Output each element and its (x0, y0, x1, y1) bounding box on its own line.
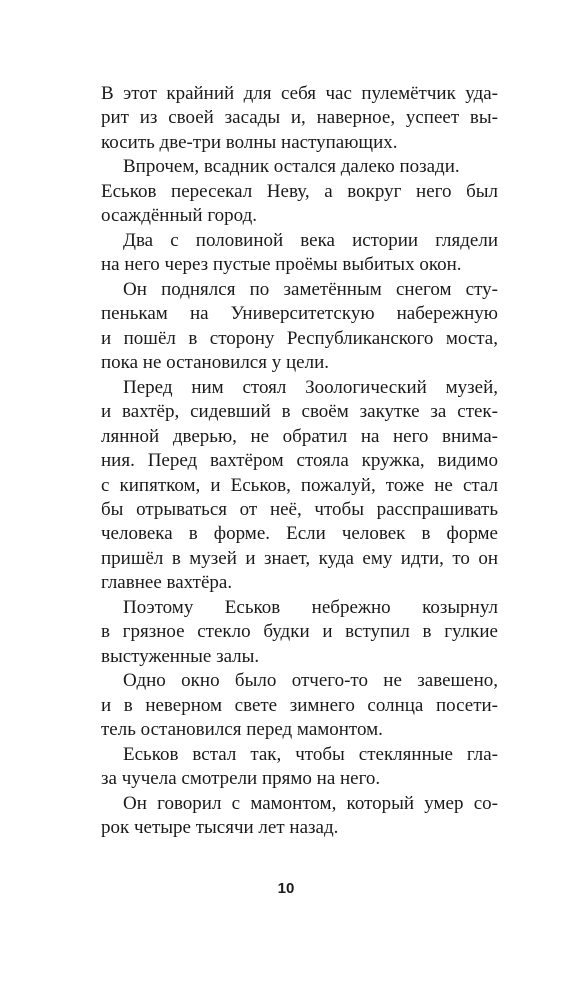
text-line: и вахтёр, сидевший в своём закутке за стек- (101, 401, 498, 423)
body-text (101, 82, 498, 841)
text-line: Впрочем, всадник остался далеко позади. (123, 156, 460, 178)
text-line: Еськов пересекал Неву, а вокруг него был (101, 180, 498, 202)
text-line: человека в форме. Если человек в форме (101, 523, 498, 545)
text-line: пришёл в музей и знает, куда ему идти, то он (101, 547, 498, 569)
text-line: с кипятком, и Еськов, пожалуй, тоже не стал (101, 474, 498, 496)
text-line: тель остановился перед мамонтом. (101, 719, 383, 741)
text-line: Одно окно было отчего-то не завешено, (123, 670, 498, 692)
text-line: выстуженные залы. (101, 645, 260, 667)
page-number: 10 (277, 880, 295, 897)
text-line: бы отрываться от неё, чтобы расспрашивать (101, 498, 498, 520)
text-line: главнее вахтёра. (101, 572, 233, 594)
text-line: Он поднялся по заметённым снегом сту- (123, 278, 498, 300)
text-line: и пошёл в сторону Республиканского моста, (101, 327, 498, 349)
text-line: пока не остановился у цели. (101, 352, 329, 374)
text-line: в грязное стекло будки и вступил в гулкие (101, 621, 498, 643)
text-line: и в неверном свете зимнего солнца посети- (101, 694, 498, 716)
text-line: Два с половиной века истории глядели (123, 229, 498, 251)
text-line: Поэтому Еськов небрежно козырнул (123, 596, 498, 618)
text-line: рок четыре тысячи лет назад. (101, 817, 339, 839)
text-line: пенькам на Университетскую набережную (101, 303, 498, 325)
text-line: лянной дверью, не обратил на него внима- (101, 425, 498, 447)
text-line: осаждённый город. (101, 205, 258, 227)
text-line: за чучела смотрели прямо на него. (101, 768, 381, 790)
text-line: на него через пустые проёмы выбитых окон. (101, 254, 462, 276)
text-line: Еськов встал так, чтобы стеклянные гла- (123, 743, 498, 765)
text-line: рит из своей засады и, наверное, успеет вы- (101, 107, 498, 129)
text-line: косить две-три волны наступающих. (101, 131, 398, 153)
text-line: Он говорил с мамонтом, который умер со- (123, 792, 498, 814)
text-line: ния. Перед вахтёром стояла кружка, видимо (101, 450, 498, 472)
text-line: В этот крайний для себя час пулемётчик уда- (101, 83, 498, 104)
text-line: Перед ним стоял Зоологический музей, (123, 376, 498, 398)
